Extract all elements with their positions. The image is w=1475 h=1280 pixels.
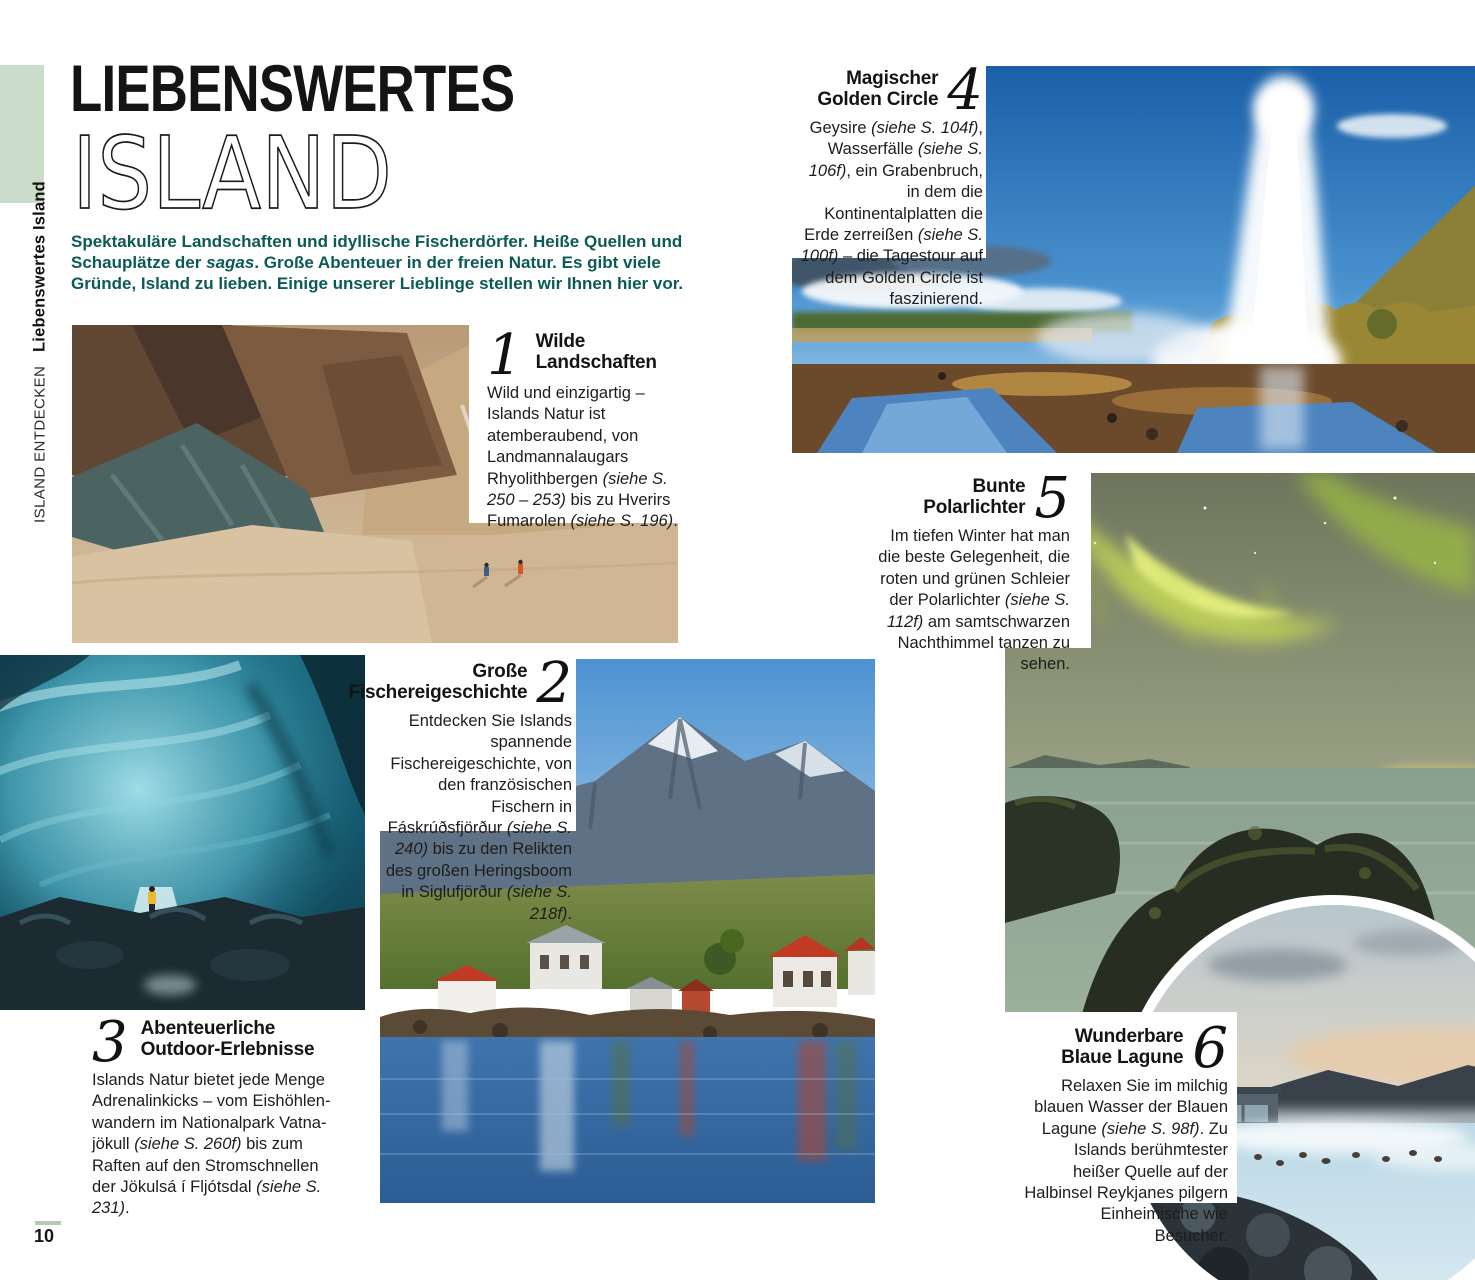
- section-1-title: Wilde Landschaften: [535, 331, 657, 373]
- section-4-body: Geysire (siehe S. 104f), Wasserfälle (siehe S. 106f), ein Grabenbruch, in dem die Kontinentalplatten die Erde zerreißen (siehe S. 100f) – die Tagestour auf dem Golden Circle ist faszinierend.: [800, 119, 983, 309]
- section-2-body: Entdecken Sie Islands spannende Fischereigeschichte, von den französischen Fischern in Fáskrúðsfjörður (siehe S. 240) bis zu den Relikten des großen Heringsboom in Siglufjörður (siehe S. 218f).: [385, 712, 572, 923]
- sidebar-series-label: ISLAND ENTDECKEN: [31, 365, 49, 523]
- section-5-header: [878, 466, 1070, 531]
- section-5-title: Bunte Polarlichter: [923, 476, 1026, 518]
- section-3-body: Islands Natur bietet jede Menge Adrenalinkicks – vom Eishöhlenwandern im Nationalpark Vatnajökull (siehe S. 260f) bis zum Raften auf den Stromschnellen der Jökulsá í Fljótsdal (siehe S. 231).: [92, 1071, 331, 1218]
- sidebar-vertical-label: [24, 180, 56, 523]
- section-5-number: 5: [1034, 466, 1070, 531]
- section-2-number: 2: [536, 651, 572, 716]
- section-outdoor-erlebnisse: [92, 1010, 344, 1220]
- section-6-body: Relaxen Sie im milchig blauen Wasser der Blauen Lagune (siehe S. 98f). Zu Islands berühmtester heißer Quelle auf der Halbinsel Reykjanes pilgern Einheimische wie Besucher.: [1024, 1077, 1228, 1245]
- sidebar-chapter-label: Liebenswertes Island: [30, 180, 49, 352]
- intro-paragraph: Spektakuläre Landschaften und idyllische Fischerdörfer. Heiße Quellen und Schauplätze der sagas. Große Abenteuer in der freien Natur. Es gibt viele Gründe, Island zu lieben. Einige unserer Lieblinge stellen wir Ihnen hier vor.: [71, 232, 684, 293]
- section-4-number: 4: [947, 58, 983, 123]
- section-1-body: Wild und einzigartig – Islands Natur ist atemberaubend, von Landmannalaugars Rhyolithbergen (siehe S. 250 – 253) bis zu Hverirs Fumarolen (siehe S. 196).: [487, 384, 678, 531]
- section-2-title: Große Fischereigeschichte: [348, 661, 528, 703]
- page-number: 10: [34, 1226, 55, 1246]
- outline-title-text: ISLAND: [72, 126, 392, 221]
- section-6-number: 6: [1192, 1016, 1228, 1081]
- section-6-header: [1023, 1016, 1228, 1081]
- section-3-number: 3: [92, 1010, 128, 1075]
- section-blaue-lagune: [1023, 1016, 1228, 1247]
- section-polarlichter: [878, 466, 1070, 676]
- photo-ice-cave: [0, 655, 365, 1010]
- page-number-tick: [35, 1221, 61, 1225]
- section-4-title: Magischer Golden Circle: [817, 68, 939, 110]
- section-3-title: Abenteuerliche Outdoor-Erlebnisse: [140, 1018, 315, 1060]
- section-6-title: Wunderbare Blaue Lagune: [1061, 1026, 1184, 1068]
- page-title-outline: [70, 126, 410, 226]
- section-fischereigeschichte: [348, 651, 572, 925]
- section-5-body: Im tiefen Winter hat man die beste Gelegenheit, die roten und grünen Schleier der Polarlichter (siehe S. 112f) am samtschwarzen Nachthimmel tanzen zu sehen.: [878, 527, 1070, 674]
- section-2-header: [348, 651, 572, 716]
- section-1-header: [487, 323, 687, 388]
- section-golden-circle: [793, 58, 983, 311]
- section-3-header: [92, 1010, 344, 1075]
- section-4-header: [793, 58, 983, 123]
- page-title-bold: LIEBENSWERTES: [70, 51, 515, 125]
- section-wilde-landschaften: [487, 323, 687, 533]
- section-1-number: 1: [487, 323, 523, 388]
